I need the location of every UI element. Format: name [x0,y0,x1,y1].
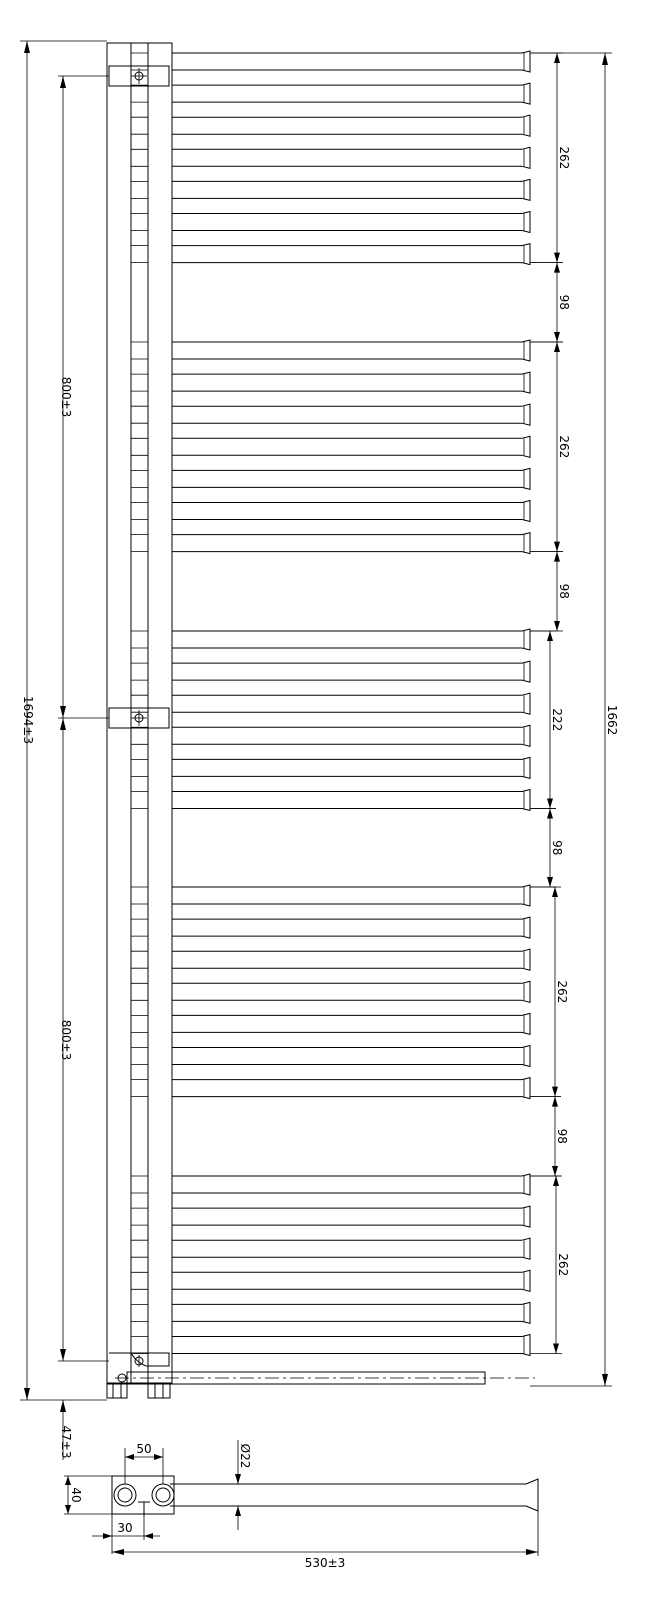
dim-section-spacing [530,887,569,1097]
dim-bar-span [530,53,619,1386]
towel-bar [172,1302,530,1323]
dim-wall-offset [92,1514,160,1554]
towel-bar [172,693,530,714]
heating-element [107,1372,535,1398]
towel-bar [172,436,530,457]
dim-section-spacing-label: 262 [556,1253,570,1277]
plan-view [112,1476,538,1516]
dim-section-gap-label: 98 [555,1128,569,1144]
towel-bar [172,212,530,233]
towel-bar [172,1013,530,1034]
dim-section-gap [530,809,564,888]
towel-bar [172,1335,530,1356]
towel-bar [172,404,530,425]
dim-pipe-diameter [235,1440,252,1530]
dim-section-gap [530,552,571,631]
wall-offset-label: 30 [117,1521,133,1535]
pipe-centres-label: 50 [136,1442,152,1456]
dim-section-gap-label: 98 [557,294,571,310]
towel-bar [172,949,530,970]
dim-pipe-centres [125,1442,163,1484]
dim-section-spacing-label: 262 [555,980,569,1004]
dim-mount-spacing [58,76,109,1361]
towel-bar [172,885,530,906]
dim-section-spacing [530,342,571,552]
towel-bar [172,917,530,938]
vertical-rail [107,43,172,1383]
towel-bar [172,51,530,72]
depth-label: 40 [69,1487,83,1503]
mount-spacing-upper-label: 800±3 [59,376,73,418]
dim-section-spacing [530,631,564,809]
towel-bar [172,244,530,265]
towel-bars [172,51,530,1356]
towel-bar [172,1270,530,1291]
dim-section-spacing-label: 222 [550,708,564,732]
dim-section-gap-label: 98 [550,840,564,856]
dim-section-spacing [530,1176,570,1354]
bracket-bottom [109,1353,169,1367]
towel-bar [172,179,530,200]
dim-section-gap-label: 98 [557,583,571,599]
towel-bar [172,661,530,682]
pipe-diameter-label: Ø22 [238,1443,252,1469]
towel-bar [172,1206,530,1227]
bar-span-label: 1662 [605,704,619,736]
towel-bar [172,629,530,650]
dim-section-spacing-label: 262 [557,435,571,459]
dim-section-gap [530,263,571,342]
dim-section-spacing-label: 262 [557,146,571,170]
dim-width [112,1511,538,1570]
towel-bar [172,1078,530,1099]
rail-ticks [131,53,148,1354]
towel-bar [172,468,530,489]
section-dimensions [530,53,571,1354]
mount-spacing-lower-label: 800±3 [59,1019,73,1061]
overall-height-label: 1694±3 [21,695,35,745]
towel-bar [172,372,530,393]
towel-bar [172,533,530,554]
towel-bar [172,725,530,746]
bottom-offset-label: 47±3 [59,1425,73,1459]
towel-bar [172,83,530,104]
towel-bar [172,501,530,522]
dim-section-spacing [530,53,571,263]
towel-bar [172,790,530,811]
towel-bar [172,115,530,136]
towel-bar [172,757,530,778]
dim-depth [64,1476,112,1514]
bracket-top [109,66,169,86]
towel-bar [172,340,530,361]
towel-bar [172,147,530,168]
towel-bar [172,1174,530,1195]
towel-bar [172,981,530,1002]
towel-bar [172,1046,530,1067]
dim-section-gap [530,1097,569,1176]
width-label: 530±3 [304,1556,346,1570]
towel-bar [172,1238,530,1259]
dim-bottom-offset [59,1400,73,1460]
bracket-middle [109,708,169,728]
